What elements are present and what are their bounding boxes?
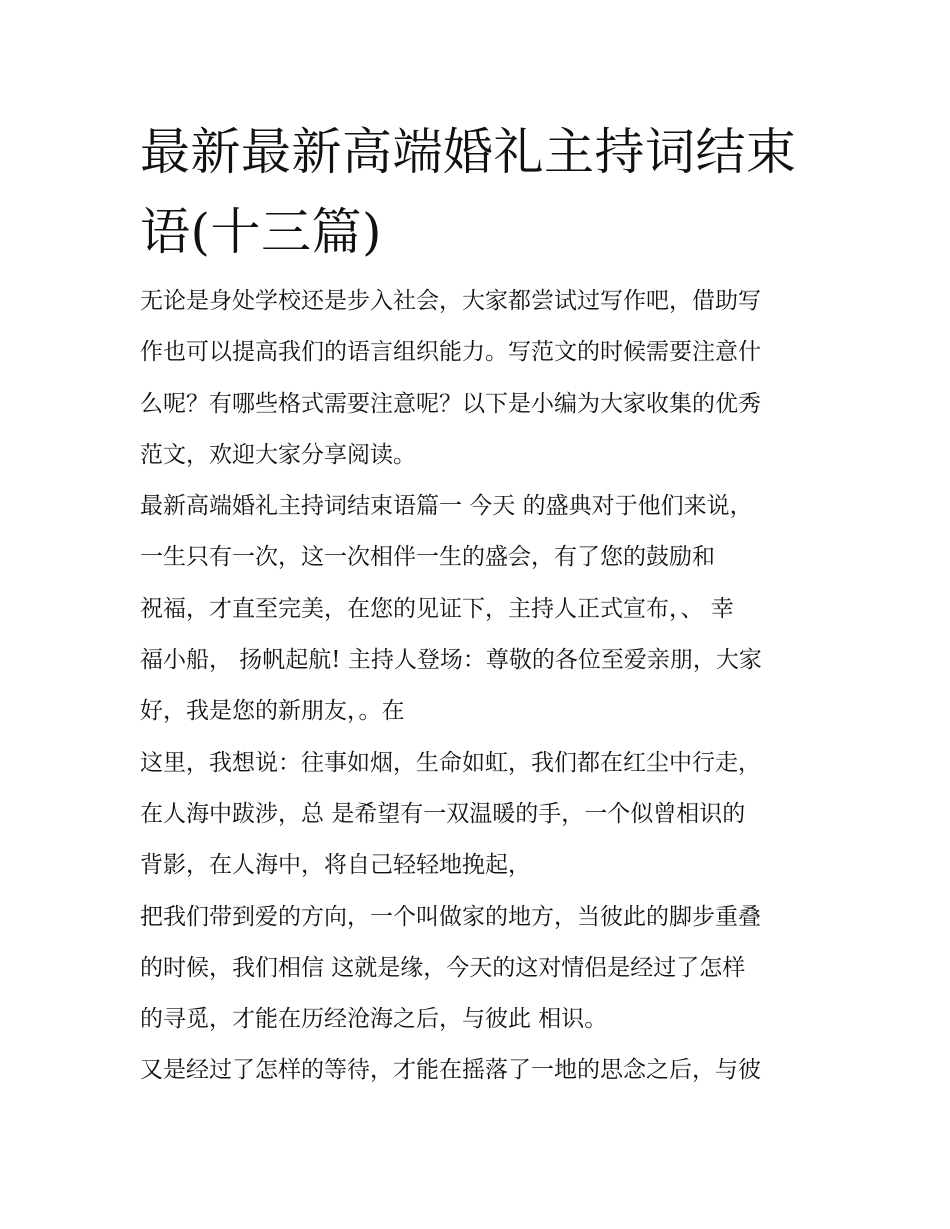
- text-line: 的时候，我们相信 这就是缘，今天的这对情侣是经过了怎样: [140, 954, 746, 981]
- text-line: 好，我是您的新朋友，。在: [140, 698, 405, 725]
- text-line: 又是经过了怎样的等待，才能在摇落了一地的思念之后，与彼: [140, 1057, 761, 1084]
- text-line: 一生只有一次，这一次相伴一生的盛会，有了您的鼓励和: [140, 544, 715, 571]
- text-line: 最新高端婚礼主持词结束语篇一 今天 的盛典对于他们来说，: [140, 493, 753, 520]
- text-line: 作也可以提高我们的语言组织能力。写范文的时候需要注意什: [140, 339, 761, 366]
- text-line: 无论是身处学校还是步入社会，大家都尝试过写作吧，借助写: [140, 288, 761, 314]
- text-line: 么呢？有哪些格式需要注意呢？以下是小编为大家收集的优秀: [140, 390, 761, 417]
- title-line: 最新最新高端婚礼主持词结束: [140, 123, 797, 181]
- text-line: 这里，我想说：往事如烟，生命如虹，我们都在红尘中行走，: [140, 749, 761, 776]
- text-line: 在人海中跋涉，总 是希望有一双温暖的手，一个似曾相识的: [140, 800, 746, 827]
- text-line: 的寻觅，才能在历经沧海之后，与彼此 相识。: [140, 1006, 608, 1033]
- document-title: [140, 112, 840, 272]
- text-line: 背影，在人海中，将自己轻轻地挽起，: [140, 852, 531, 879]
- text-line: 祝福，才直至完美，在您的见证下，主持人正式宣布，、 幸: [140, 595, 734, 622]
- text-line: 把我们带到爱的方向，一个叫做家的地方，当彼此的脚步重叠: [140, 903, 761, 930]
- title-line: 语(十三篇): [140, 203, 383, 261]
- text-line: 福小船， 扬帆起航! 主持人登场：尊敬的各位至爱亲朋，大家: [140, 647, 762, 674]
- document-body: [140, 276, 830, 1097]
- text-line: 范文，欢迎大家分享阅读。: [140, 441, 416, 468]
